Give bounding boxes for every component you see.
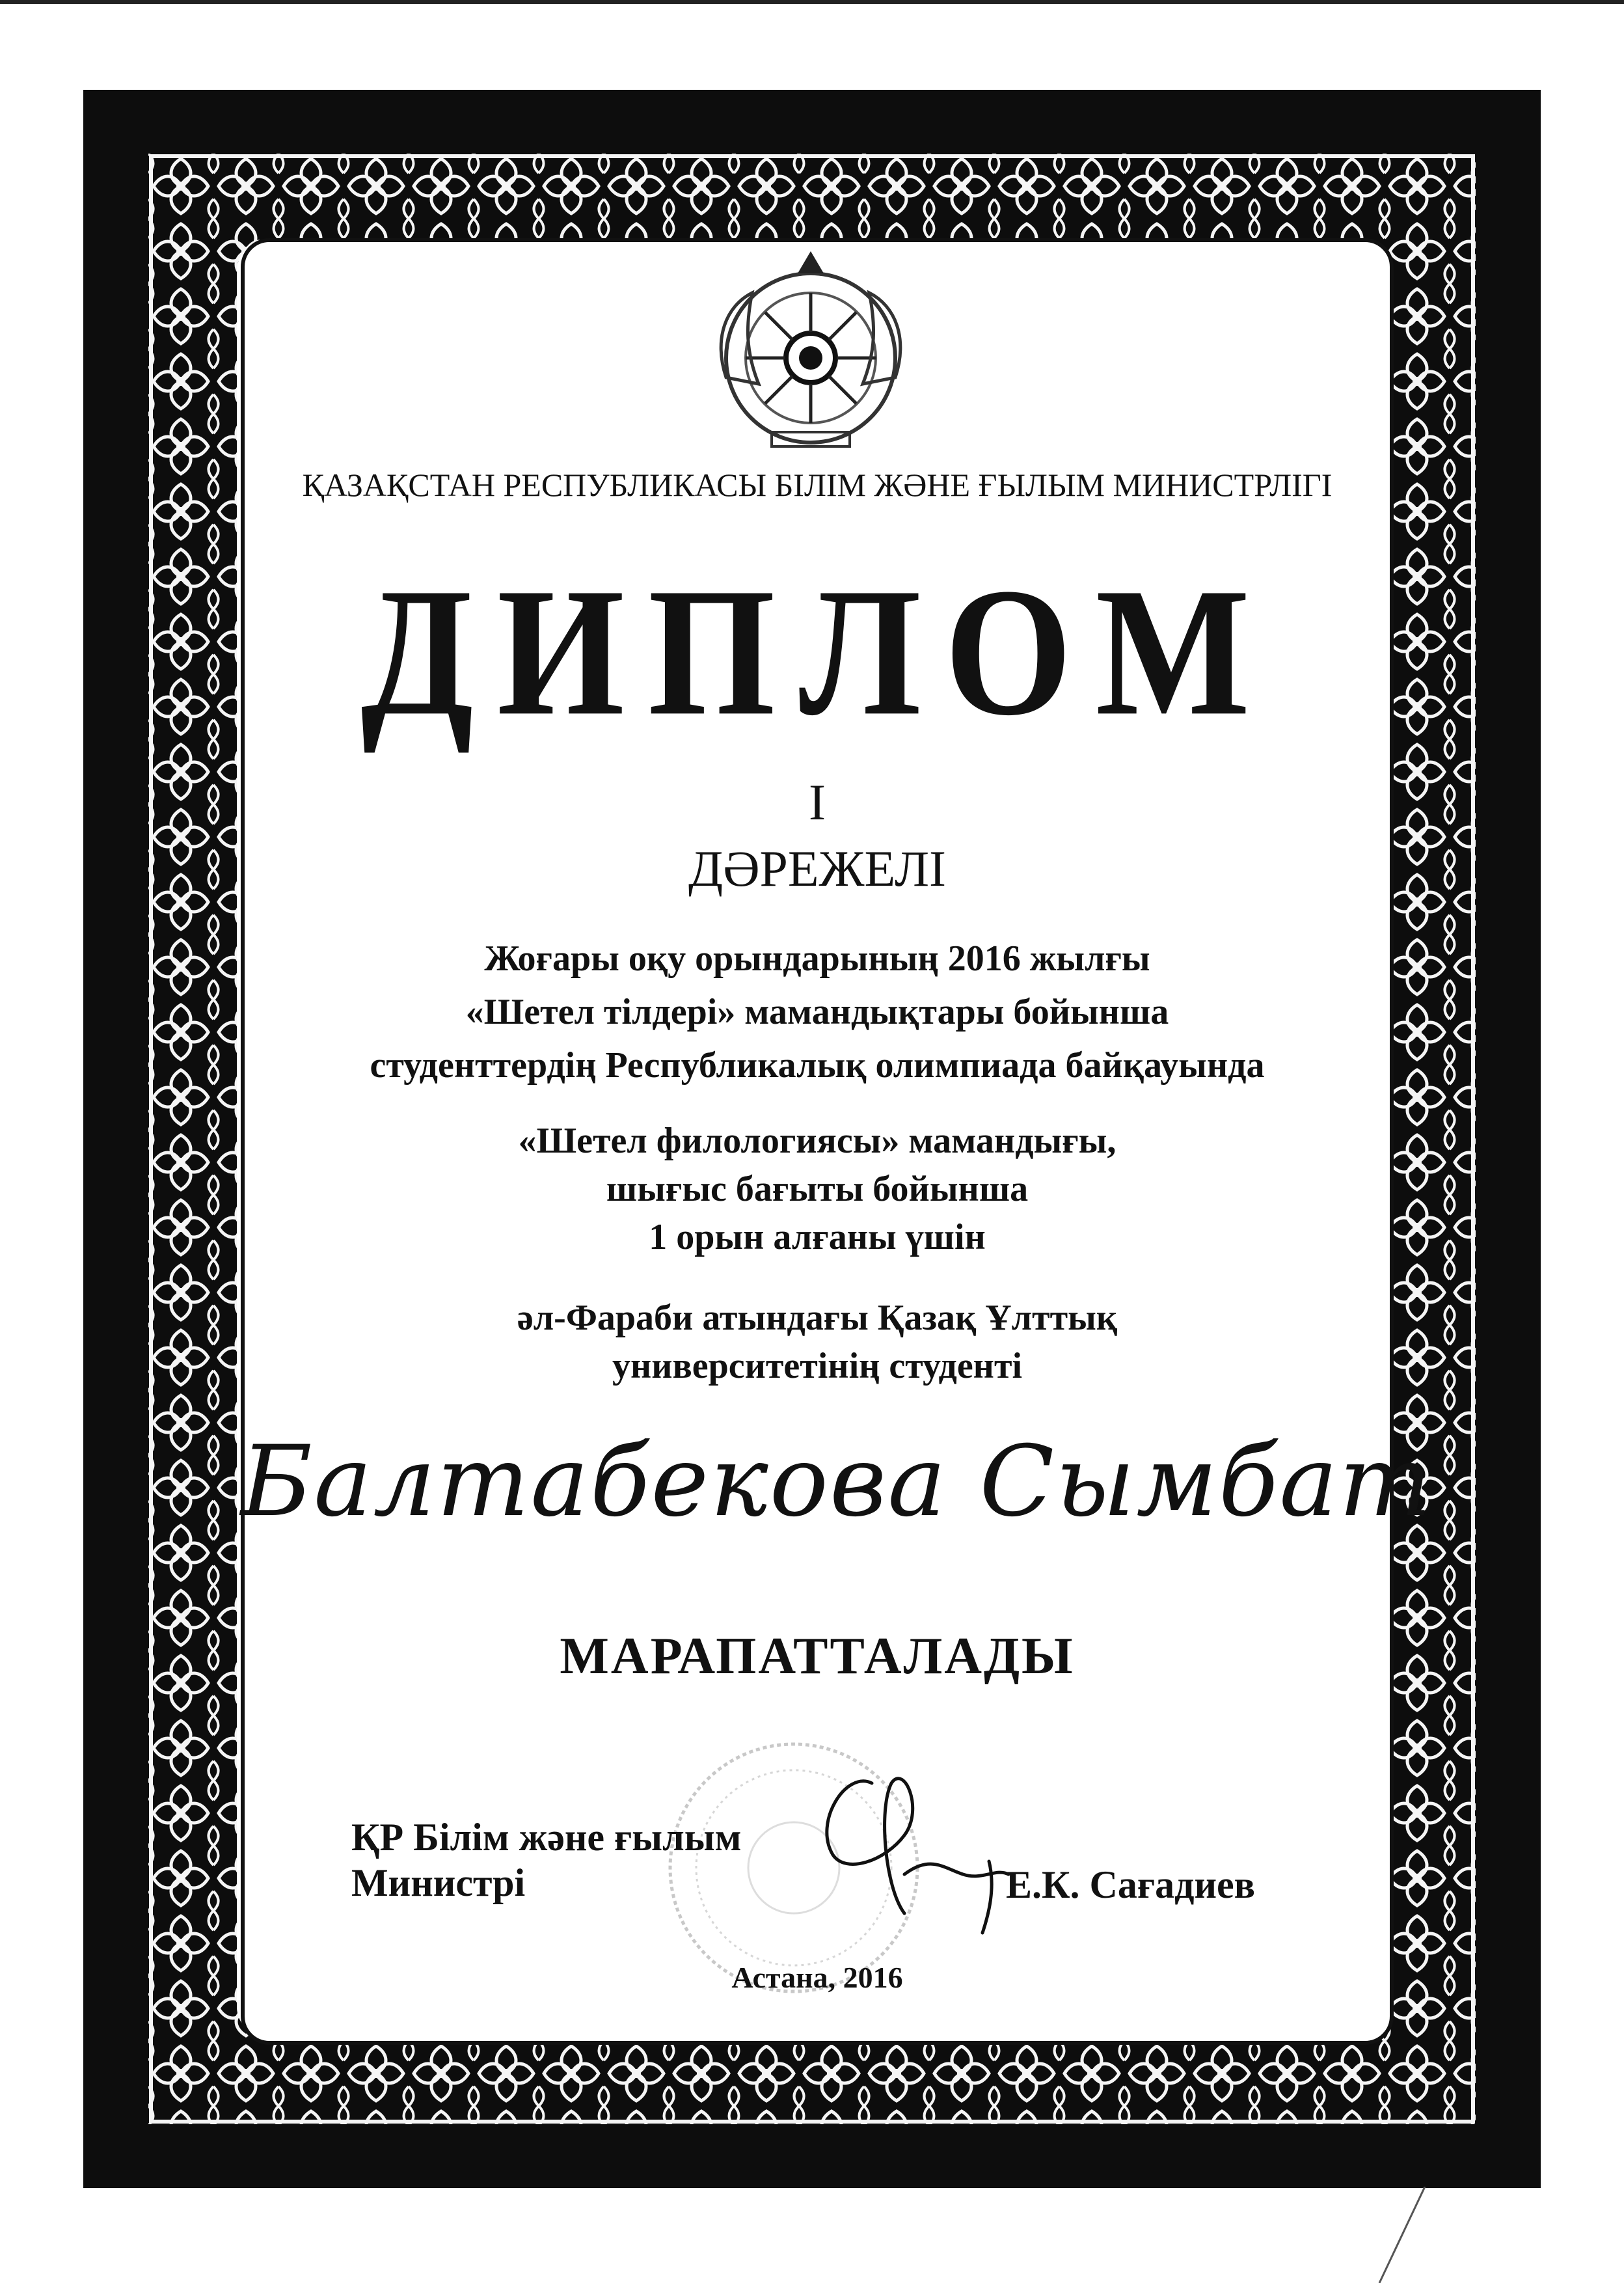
handwritten-signature-icon (774, 1744, 1022, 1939)
university-line-2: университетінің студенті (612, 1346, 1023, 1386)
scan-edge-mark (1373, 2187, 1431, 2283)
awarded-heading: МАРАПАТТАЛАДЫ (560, 1628, 1075, 1685)
kazakhstan-state-emblem-icon (700, 247, 921, 456)
achievement-line-1: «Шетел филологиясы» мамандығы, (518, 1121, 1116, 1161)
university-line-1: әл-Фараби атындағы Қазақ Ұлттық (517, 1298, 1118, 1338)
degree-word: ДӘРЕЖЕЛІ (688, 840, 946, 897)
achievement-description (241, 1117, 1394, 1261)
scan-top-edge (0, 0, 1624, 4)
diploma-title: ДИПЛОМ (360, 549, 1274, 754)
achievement-line-2: шығыс бағыты бойынша (606, 1169, 1029, 1209)
degree-number: I (809, 774, 826, 830)
signatory-title (351, 1814, 742, 1906)
achievement-line-3: 1 орын алғаны үшін (649, 1217, 986, 1257)
signatory-title-line-1: ҚР Білім және ғылым (351, 1816, 742, 1859)
olympiad-description (241, 932, 1394, 1092)
university-description (241, 1294, 1394, 1390)
signatory-title-line-2: Министрі (351, 1861, 526, 1904)
olympiad-line-2: «Шетел тілдері» мамандықтары бойынша (465, 992, 1169, 1032)
olympiad-line-3: студенттердің Республикалық олимпиада байқауында (370, 1045, 1265, 1086)
recipient-name: Балтабекова Сымбат (241, 1425, 1433, 1538)
ministry-name: ҚАЗАҚСТАН РЕСПУБЛИКАСЫ БІЛІМ ЖӘНЕ ҒЫЛЫМ МИНИСТРЛІГІ (302, 467, 1333, 503)
signatory-name: Е.К. Сағадиев (1006, 1863, 1256, 1906)
city-and-year: Астана, 2016 (731, 1961, 903, 1994)
olympiad-line-1: Жоғары оқу орындарының 2016 жылғы (484, 938, 1150, 979)
